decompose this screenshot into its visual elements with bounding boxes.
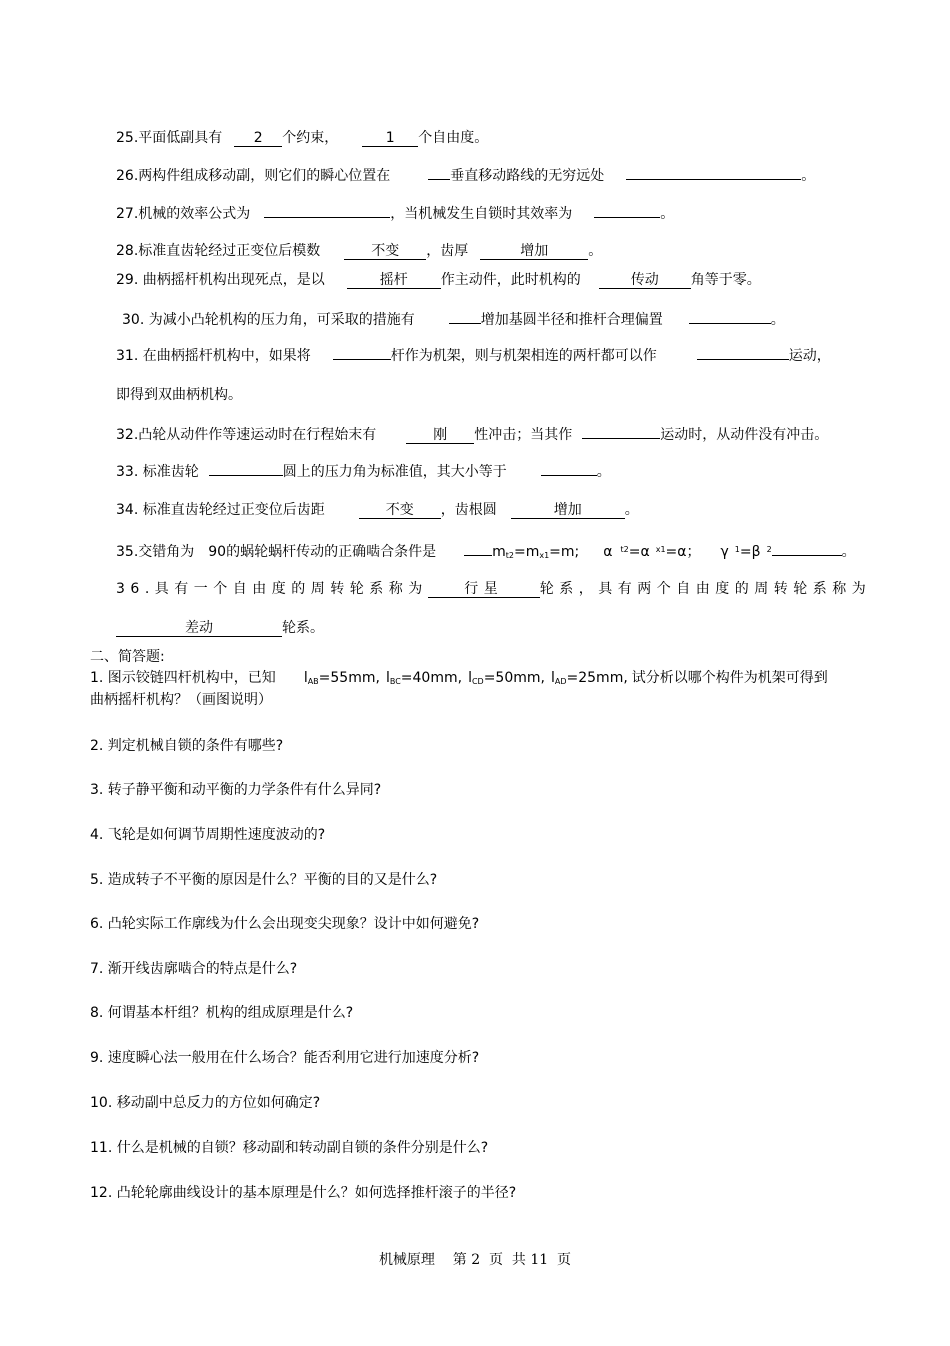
question-35	[116, 541, 856, 565]
q35-blank-pre	[464, 555, 492, 556]
q25-text-2: 个约束，	[282, 130, 339, 146]
short-question-10: 10. 移动副中总反力的方位如何确定?	[90, 1095, 321, 1111]
q34-blank-2: 增加	[511, 502, 625, 519]
q33-text-2: 圆上的压力角为标准值，其大小等于	[282, 464, 507, 480]
question-29	[116, 271, 761, 289]
short-question-4: 4. 飞轮是如何调节周期性速度波动的?	[90, 827, 326, 843]
q35-m1: m	[492, 544, 506, 560]
sq1-s1: AB	[307, 677, 319, 686]
sq1-text-2: 试分析以哪个构件为机架可得到	[631, 670, 828, 686]
q35-alpha-2-sub: x1	[655, 545, 666, 554]
q25-blank-2: 1	[362, 130, 418, 147]
q35-alpha-3: =α；	[665, 544, 701, 560]
q35-beta: =β	[739, 544, 761, 560]
short-question-1-line-2: 曲柄摇杆机构？（画图说明）	[90, 692, 272, 708]
sq1-v1: =55mm,	[318, 670, 380, 686]
q32-blank-1: 刚	[406, 427, 474, 444]
q35-gamma: γ	[720, 544, 729, 560]
q34-text: 34. 标准直齿轮经过正变位后齿距	[116, 502, 325, 518]
q27-end: 。	[660, 206, 675, 222]
q25-text: 25.平面低副具有	[116, 130, 223, 146]
q35-m3: =m;	[549, 544, 580, 560]
q27-blank-1	[264, 217, 390, 218]
q35-beta-sub: 2	[766, 545, 772, 554]
q35-m1-sub: t2	[505, 551, 514, 560]
question-36-line-2	[116, 619, 324, 637]
q34-end: 。	[624, 502, 639, 518]
question-34	[116, 501, 639, 519]
q26-end: 。	[801, 168, 816, 184]
short-question-5: 5. 造成转子不平衡的原因是什么？平衡的目的又是什么?	[90, 872, 438, 888]
sq1-l1: l	[303, 670, 308, 686]
sq1-s4: AD	[554, 677, 567, 686]
q25-text-3: 个自由度。	[418, 130, 489, 146]
q29-text: 29. 曲柄摇杆机构出现死点，是以	[116, 272, 325, 288]
q33-blank-2	[541, 475, 597, 476]
short-question-8: 8. 何谓基本杆组？机构的组成原理是什么?	[90, 1005, 354, 1021]
page-footer: 机械原理 第 2 页 共 11 页	[378, 1252, 572, 1268]
q28-text: 28.标准直齿轮经过正变位后模数	[116, 243, 321, 259]
short-question-6: 6. 凸轮实际工作廓线为什么会出现变尖现象？设计中如何避免?	[90, 916, 480, 932]
section-heading: 二、简答题:	[90, 649, 165, 665]
q33-end: 。	[596, 464, 611, 480]
q30-blank-post	[689, 323, 771, 324]
sq1-v3: =50mm,	[483, 670, 545, 686]
q26-text: 26.两构件组成移动副，则它们的瞬心位置在	[116, 168, 391, 184]
q31-blank-1	[333, 359, 391, 360]
q32-text: 32.凸轮从动件作等速运动时在行程始末有	[116, 427, 377, 443]
q29-blank-2: 传动	[599, 272, 691, 289]
q35-blank-post	[772, 555, 842, 556]
short-question-11: 11. 什么是机械的自锁？移动副和转动副自锁的条件分别是什么?	[90, 1140, 489, 1156]
q28-blank-2: 增加	[480, 243, 588, 260]
short-question-12: 12. 凸轮轮廓曲线设计的基本原理是什么？如何选择推杆滚子的半径?	[90, 1185, 517, 1201]
question-33	[116, 463, 611, 481]
sq1-l4: l	[550, 670, 555, 686]
question-32	[116, 426, 828, 444]
q30-text: 30. 为减小凸轮机构的压力角，可采取的措施有	[122, 312, 415, 328]
q36-text: 36.具有一个自由度的周转轮系称为	[116, 581, 428, 597]
q35-end: 。	[841, 544, 856, 560]
q35-text: 35.交错角为	[116, 544, 195, 560]
question-28	[116, 242, 602, 260]
q28-text-2: ，齿厚	[426, 243, 469, 259]
short-question-3: 3. 转子静平衡和动平衡的力学条件有什么异同?	[90, 782, 382, 798]
q28-blank-1: 不变	[344, 243, 426, 260]
sq1-s3: CD	[471, 677, 484, 686]
q36-blank-2: 差动	[116, 620, 282, 637]
q33-blank-1	[209, 475, 283, 476]
q30-answer: 增加基圆半径和推杆合理偏置	[480, 312, 663, 328]
question-27	[116, 205, 674, 223]
sq1-l3: l	[468, 670, 472, 686]
q31-text-2: 杆作为机架，则与机架相连的两杆都可以作	[390, 348, 657, 364]
q30-end: 。	[770, 312, 785, 328]
short-question-7: 7. 渐开线齿廓啮合的特点是什么?	[90, 961, 298, 977]
q35-angle: 90	[208, 544, 227, 560]
q33-text: 33. 标准齿轮	[116, 464, 199, 480]
q34-text-2: ，齿根圆	[440, 502, 497, 518]
q36-end: 轮系。	[282, 620, 324, 636]
q25-blank-1: 2	[234, 130, 282, 147]
q35-alpha-1: α	[603, 544, 613, 560]
short-question-2: 2. 判定机械自锁的条件有哪些?	[90, 738, 284, 754]
q26-blank-pre	[428, 179, 450, 180]
q29-text-3: 角等于零。	[690, 272, 761, 288]
q35-alpha-2: =α	[628, 544, 650, 560]
q31-text-3: 运动，	[788, 348, 831, 364]
q35-gamma-sub: 1	[734, 545, 740, 554]
sq1-v4: =25mm,	[566, 670, 628, 686]
q28-end: 。	[588, 243, 603, 259]
q35-m2: =m	[513, 544, 540, 560]
q31-blank-2	[697, 359, 789, 360]
sq1-v2: =40mm,	[400, 670, 463, 686]
q36-blank-1: 行星	[428, 581, 540, 598]
q27-text-2: ，当机械发生自锁时其效率为	[390, 206, 573, 222]
q30-blank-pre	[449, 323, 481, 324]
q32-text-2: 性冲击；当其作	[474, 427, 573, 443]
question-31-line-2: 即得到双曲柄机构。	[116, 387, 242, 403]
q34-blank-1: 不变	[359, 502, 441, 519]
short-question-9: 9. 速度瞬心法一般用在什么场合？能否利用它进行加速度分析?	[90, 1050, 480, 1066]
question-36	[116, 580, 871, 598]
short-question-1	[90, 669, 828, 691]
q27-text: 27.机械的效率公式为	[116, 206, 251, 222]
sq1-s2: BC	[389, 677, 401, 686]
q32-blank-2	[582, 438, 660, 439]
q26-answer: 垂直移动路线的无穷远处	[450, 168, 605, 184]
sq1-l2: l	[385, 670, 390, 686]
q35-m2-sub: x1	[539, 551, 550, 560]
q35-text-2: 的蜗轮蜗杆传动的正确啮合条件是	[226, 544, 437, 560]
q29-text-2: 作主动件，此时机构的	[440, 272, 581, 288]
q36-text-2: 轮系，具有两个自由度的周转轮系称为	[539, 581, 872, 597]
question-30	[122, 311, 785, 329]
q32-text-3: 运动时，从动件没有冲击。	[660, 427, 829, 443]
question-25	[116, 129, 488, 147]
q31-text: 31. 在曲柄摇杆机构中，如果将	[116, 348, 311, 364]
question-31	[116, 347, 831, 365]
question-26	[116, 167, 815, 185]
q35-alpha-1-sub: t2	[620, 545, 629, 554]
q27-blank-2	[594, 217, 660, 218]
sq1-text: 1. 图示铰链四杆机构中，已知	[90, 670, 276, 686]
q26-blank-post	[626, 179, 801, 180]
q29-blank-1: 摇杆	[347, 272, 441, 289]
